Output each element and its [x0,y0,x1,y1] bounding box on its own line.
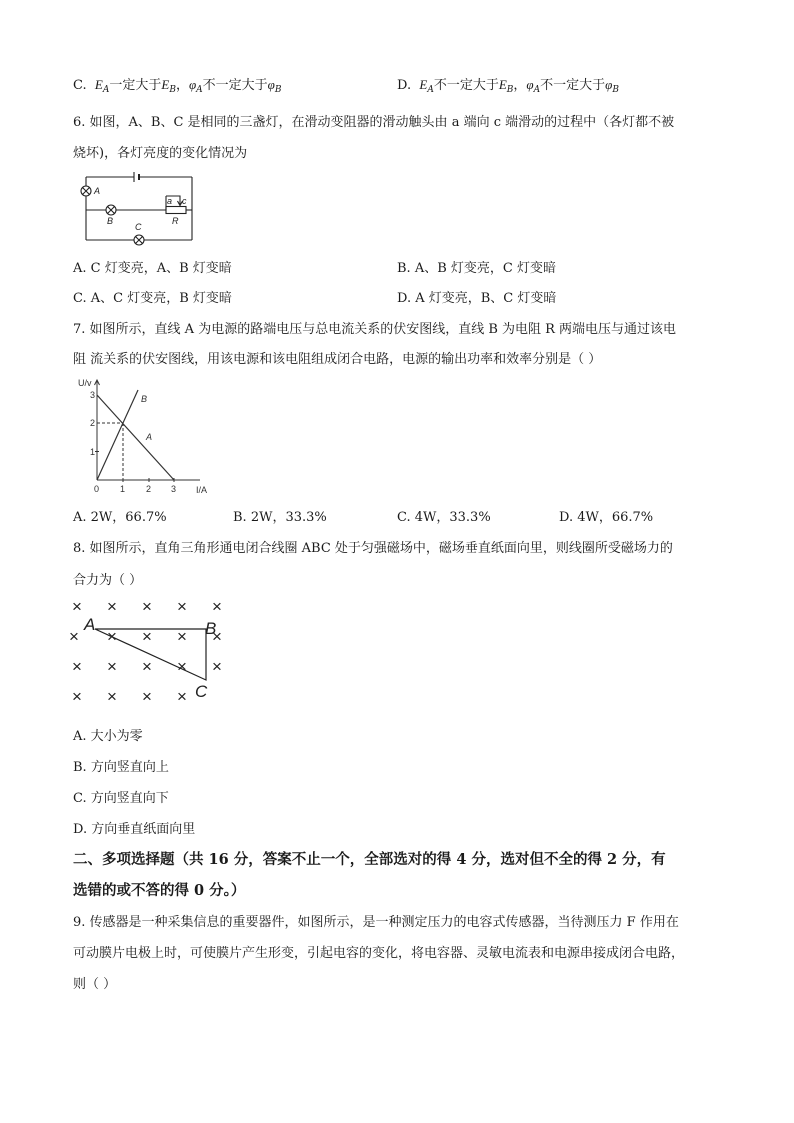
q6-fig-label-A: A [94,186,101,196]
field-cross-icon: × [142,627,152,646]
option-label: C. [73,78,87,93]
q5-c-text-2: 不一定大于 [202,78,268,93]
q5-option-c: C. $E_A$一定大于$E_B$，$\varphi_A$不一定大于$\varphi_B$ [73,77,282,95]
field-cross-icon: × [107,687,117,706]
q6-fig-label-C: C [135,222,142,232]
q7-stem-line2: 阻 流关系的伏安图线，用该电源和该电阻组成闭合电路，电源的输出功率和效率分别是（ ） [73,352,602,367]
q7-iv-graph [70,374,220,496]
field-cross-icon: × [107,597,117,616]
q7-label-B: B [141,394,148,404]
q7-stem-line1: 7. 如图所示，直线 A 为电源的路端电压与总电流关系的伏安图线，直线 B 为电阻 R 两端电压与通过该电 [73,322,677,337]
q8-stem-line2: 合力为（ ） [73,573,143,588]
field-cross-icon: × [212,627,222,646]
field-cross-icon: × [177,687,187,706]
field-cross-icon: × [72,657,82,676]
field-cross-icon: × [69,627,79,646]
field-cross-icon: × [142,657,152,676]
q6-stem-line2: 烧坏)，各灯亮度的变化情况为 [73,146,248,161]
q6-fig-label-R: R [172,216,179,226]
q5-option-d: D. $E_A$不一定大于$E_B$，$\varphi_A$不一定大于$\varphi_B$ [397,77,619,95]
field-cross-icon: × [212,597,222,616]
q6-circuit-figure [76,168,206,250]
q6-option-d: D. A 灯变亮，B、C 灯变暗 [397,291,557,306]
field-cross-icon: × [107,627,117,646]
q6-option-c: C. A、C 灯变亮，B 灯变暗 [73,291,232,306]
q8-label-C: C [195,682,208,701]
q5-d-text-1: 不一定大于 [433,78,499,93]
q7-option-d: D. 4W，66.7% [559,510,654,525]
field-cross-icon: × [177,597,187,616]
q8-option-c: C. 方向竖直向下 [73,791,169,806]
q7-option-a: A. 2W，66.7% [73,510,167,525]
q8-stem-line1: 8. 如图所示，直角三角形通电闭合线圈 ABC 处于匀强磁场中，磁场垂直纸面向里，则线圈所受磁场力的 [73,541,673,556]
q7-ytick-2: 2 [90,418,96,428]
q7-option-c: C. 4W，33.3% [397,510,491,525]
q6-fig-label-c: c [182,196,187,206]
q6-option-a: A. C 灯变亮，A、B 灯变暗 [73,261,232,276]
q7-ytick-1: 1 [90,447,96,457]
q6-fig-label-a: a [167,196,173,206]
q8-option-a: A. 大小为零 [73,729,143,744]
q8-option-d: D. 方向垂直纸面向里 [73,822,196,837]
q7-origin: 0 [94,484,100,494]
q5-d-text-2: 不一定大于 [540,78,606,93]
q8-label-A: A [84,615,96,634]
field-cross-icon: × [107,657,117,676]
q7-option-b: B. 2W，33.3% [233,510,327,525]
field-cross-icon: × [212,657,222,676]
q7-xtick-3: 3 [171,484,177,494]
q8-magnetic-field-figure [66,596,236,708]
section2-heading-line2: 选错的或不答的得 0 分。） [73,882,246,899]
q5-c-text-1: 一定大于 [109,78,162,93]
q7-ylabel: U/v [78,378,92,388]
q9-stem-line1: 9. 传感器是一种采集信息的重要器件，如图所示，是一种测定压力的电容式传感器，当待测压力 F 作用在 [73,915,679,930]
q9-stem-line2: 可动膜片电极上时，可使膜片产生形变，引起电容的变化，将电容器、灵敏电流表和电源串接成闭合电路， [73,946,685,961]
field-cross-icon: × [177,657,187,676]
q7-xtick-1: 1 [120,484,126,494]
field-cross-icon: × [72,597,82,616]
field-cross-icon: × [142,597,152,616]
q6-fig-label-B: B [107,216,114,226]
field-cross-icon: × [177,627,187,646]
q7-xlabel: I/A [196,485,208,495]
q7-label-A: A [146,432,153,442]
section2-heading-line1: 二、多项选择题（共 16 分，答案不止一个，全部选对的得 4 分，选对但不全的得 2 分，有 [73,851,666,868]
q7-xtick-2: 2 [146,484,152,494]
option-label: D. [397,78,412,93]
q6-option-b: B. A、B 灯变亮，C 灯变暗 [397,261,556,276]
q7-ytick-3: 3 [90,390,96,400]
q6-stem-line1: 6. 如图，A、B、C 是相同的三盏灯，在滑动变阻器的滑动触头由 a 端向 c 端滑动的过程中（各灯都不被 [73,115,675,130]
q8-option-b: B. 方向竖直向上 [73,760,169,775]
q8-label-B: B [205,619,217,638]
field-cross-icon: × [142,687,152,706]
field-cross-icon: × [72,687,82,706]
q9-stem-line3: 则（ ） [73,977,117,992]
